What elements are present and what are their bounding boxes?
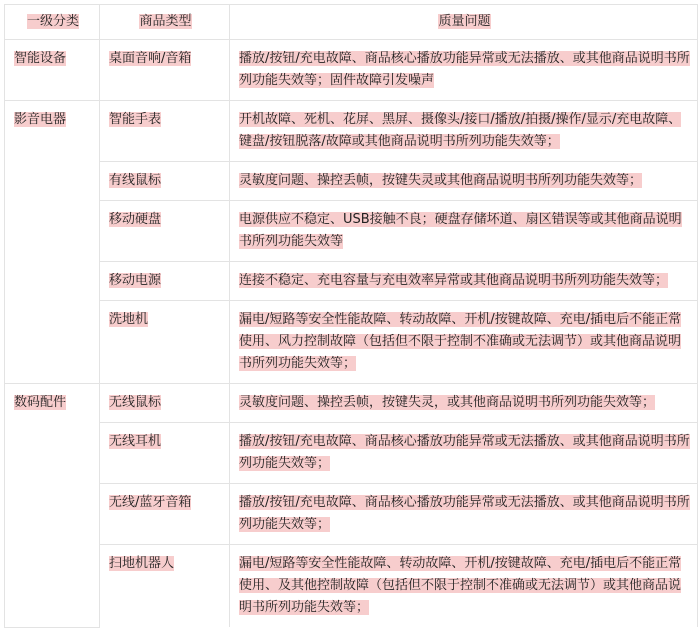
type-label: 无线/蓝牙音箱: [109, 495, 192, 510]
type-cell: [100, 301, 230, 384]
header-cell-category: [5, 5, 100, 40]
issue-cell: [230, 40, 698, 101]
quality-issues-table: [4, 4, 698, 628]
type-cell: [100, 484, 230, 545]
header-row: [5, 5, 698, 40]
issue-text: 播放/按钮/充电故障、商品核心播放功能异常或无法播放、或其他商品说明书所列功能失效等；固件故障引发噪声: [239, 51, 690, 88]
issue-text: 漏电/短路等安全性能故障、转动故障、开机/按键故障、充电/插电后不能正常使用、及其他控制故障（包括但不限于控制不准确或无法调节）或其他商品说明书所列功能失效等；: [239, 556, 682, 615]
table-row: [5, 384, 698, 423]
type-label: 有线鼠标: [109, 173, 162, 188]
issue-cell: [230, 484, 698, 545]
table-row: [5, 201, 698, 262]
header-cell-type: [100, 5, 230, 40]
type-label: 智能手表: [109, 112, 162, 127]
issue-text: 灵敏度问题、操控丢帧，按键失灵或其他商品说明书所列功能失效等；: [239, 173, 643, 188]
issue-cell: [230, 301, 698, 384]
category-label: 智能设备: [14, 51, 67, 66]
type-label: 洗地机: [109, 312, 149, 327]
header-label-issue: 质量问题: [438, 14, 491, 29]
type-label: 无线耳机: [109, 434, 162, 449]
issue-text: 开机故障、死机、花屏、黑屏、摄像头/接口/播放/拍摄/操作/显示/充电故障、键盘/按钮脱落/故障或其他商品说明书所列功能失效等；: [239, 112, 682, 149]
issue-cell: [230, 423, 698, 484]
table-row: [5, 262, 698, 301]
type-cell: [100, 262, 230, 301]
issue-text: 灵敏度问题、操控丢帧，按键失灵，或其他商品说明书所列功能失效等；: [239, 395, 656, 410]
issue-text: 播放/按钮/充电故障、商品核心播放功能异常或无法播放、或其他商品说明书所列功能失效等；: [239, 434, 690, 471]
issue-cell: [230, 162, 698, 201]
issue-text: 连接不稳定、充电容量与充电效率异常或其他商品说明书所列功能失效等；: [239, 273, 669, 288]
type-cell: [100, 162, 230, 201]
header-label-type: 商品类型: [139, 14, 192, 29]
type-label: 桌面音响/音箱: [109, 51, 192, 66]
header-label-category: 一级分类: [26, 14, 79, 29]
table-row: [5, 40, 698, 101]
table-row: [5, 162, 698, 201]
table-row: [5, 545, 698, 628]
category-cell: [5, 40, 100, 101]
issue-cell: [230, 545, 698, 628]
type-cell: [100, 201, 230, 262]
header-cell-issue: [230, 5, 698, 40]
category-cell: [5, 384, 100, 628]
issue-text: 漏电/短路等安全性能故障、转动故障、开机/按键故障、充电/插电后不能正常使用、风力控制故障（包括但不限于控制不准确或无法调节）或其他商品说明书所列功能失效等；: [239, 312, 682, 371]
table-row: [5, 101, 698, 162]
table-row: [5, 301, 698, 384]
category-label: 数码配件: [14, 395, 67, 410]
category-cell: [5, 101, 100, 384]
issue-text: 电源供应不稳定、USB接触不良；硬盘存储坏道、扇区错误等或其他商品说明书所列功能失效等: [239, 212, 682, 249]
issue-text: 播放/按钮/充电故障、商品核心播放功能异常或无法播放、或其他商品说明书所列功能失效等；: [239, 495, 690, 532]
issue-cell: [230, 262, 698, 301]
type-cell: [100, 423, 230, 484]
type-label: 无线鼠标: [109, 395, 162, 410]
type-label: 移动硬盘: [109, 212, 162, 227]
type-cell: [100, 384, 230, 423]
issue-cell: [230, 201, 698, 262]
type-label: 移动电源: [109, 273, 162, 288]
type-cell: [100, 40, 230, 101]
table-row: [5, 484, 698, 545]
type-cell: [100, 545, 230, 628]
type-label: 扫地机器人: [109, 556, 175, 571]
type-cell: [100, 101, 230, 162]
issue-cell: [230, 384, 698, 423]
issue-cell: [230, 101, 698, 162]
table-row: [5, 423, 698, 484]
category-label: 影音电器: [14, 112, 67, 127]
